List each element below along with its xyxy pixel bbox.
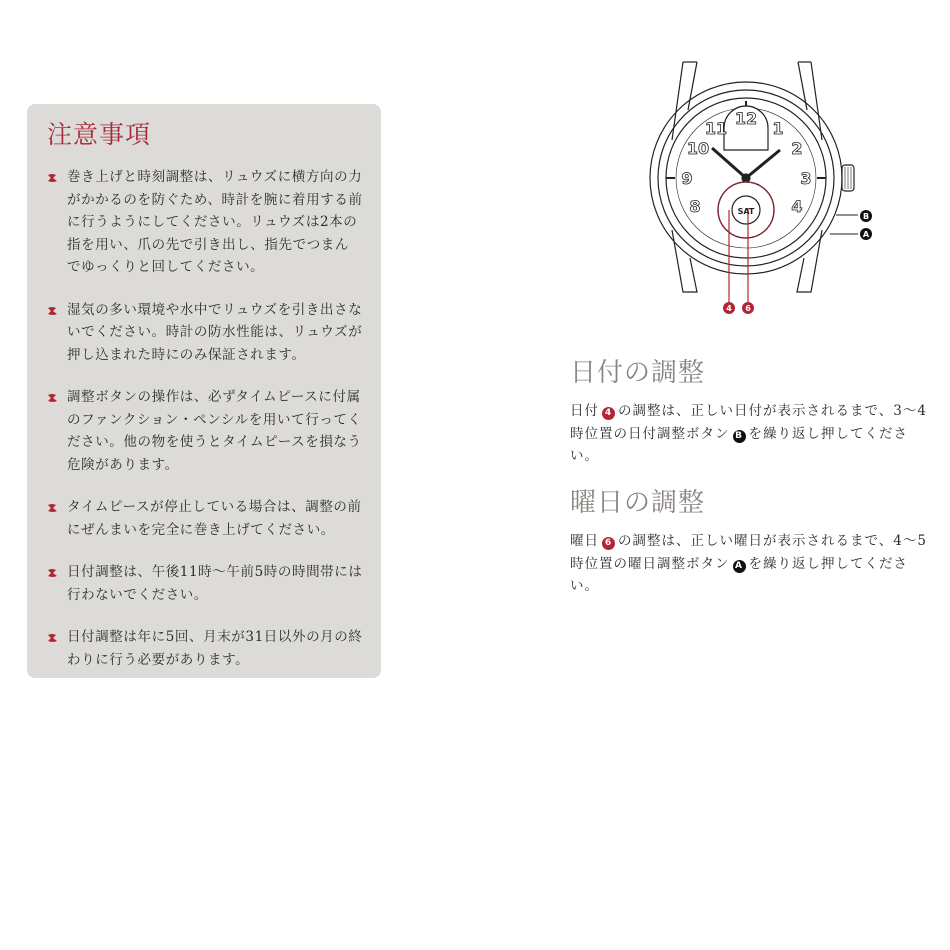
date-text-middle: の調整は、正しい日付が表示されるまで、3〜4時位置の日付調整ボタン [570,403,927,442]
caution-panel [27,104,381,678]
callout-4-label: 4 [726,304,732,313]
caution-list [47,166,363,671]
button-a-label: A [862,230,870,239]
bullet-icon [47,172,59,184]
callout-6-badge: 6 [602,537,615,550]
lug-line [672,230,697,292]
crown-grip [845,167,851,189]
numeral-11: 11 [704,119,728,138]
bullet-icon [47,567,59,579]
caution-title: 注意事項 [47,120,152,149]
caution-text: 湿気の多い環境や水中でリュウズを引き出さないでください。時計の防水性能は、リュウズが押し込まれた時にのみ保証されます。 [67,301,363,363]
caution-item [47,166,363,279]
callout-6-label: 6 [745,304,751,313]
numeral-9: 9 [681,169,693,188]
lug-line [811,62,822,140]
caution-text: 調整ボタンの操作は、必ずタイムピースに付属のファンクション・ペンシルを用いて行ってください。他の物を使うとタイムピースを損なう危険があります。 [67,389,362,473]
date-text-after: を繰り返し押してください。 [570,425,908,464]
numeral-4: 4 [791,197,803,216]
bullet-icon [47,502,59,514]
caution-item [47,496,363,541]
caution-text: 日付調整は、午後11時〜午前5時の時間帯には行わないでください。 [67,564,363,603]
caution-item [47,561,363,606]
watch-illustration [640,52,880,322]
button-leader [830,215,858,234]
caution-text: タイムピースが停止している場合は、調整の前にぜんまいを完全に巻き上げてください。 [67,499,362,538]
caution-item [47,299,363,367]
callout-4-badge: 4 [602,407,615,420]
bullet-icon [47,305,59,317]
caution-text: 日付調整は年に5回、月末が31日以外の月の終わりに行う必要があります。 [67,629,363,668]
button-b-badge: B [733,430,746,443]
bullet-icon [47,632,59,644]
numeral-12: 12 [734,109,758,128]
day-window: SAT [737,207,755,216]
date-text-before: 日付 [570,403,599,419]
day-section-heading: 曜日の調整 [570,488,706,518]
caution-item [47,626,363,671]
caution-text: 巻き上げと時刻調整は、リュウズに横方向の力がかかるのを防ぐため、時計を腕に着用する前に行うようにしてください。リュウズは2本の指を用い、爪の先で引き出し、指先でつまんでゆっくりと回してください。 [67,169,363,275]
day-section-text [570,530,930,598]
center-pinion [742,174,750,182]
day-text-after: を繰り返し押してください。 [570,555,908,594]
numeral-3: 3 [800,169,812,188]
numeral-10: 10 [686,139,710,158]
date-section-heading: 日付の調整 [570,358,706,388]
date-section-text [570,400,930,468]
lug-line [688,62,697,110]
button-b-label: B [862,212,870,221]
numeral-8: 8 [689,197,701,216]
numeral-2: 2 [791,139,803,158]
button-a-badge: A [733,560,746,573]
bullet-icon [47,392,59,404]
day-text-middle: の調整は、正しい曜日が表示されるまで、4〜5時位置の曜日調整ボタン [570,533,927,572]
day-text-before: 曜日 [570,533,599,549]
numeral-1: 1 [772,119,784,138]
caution-item [47,386,363,476]
